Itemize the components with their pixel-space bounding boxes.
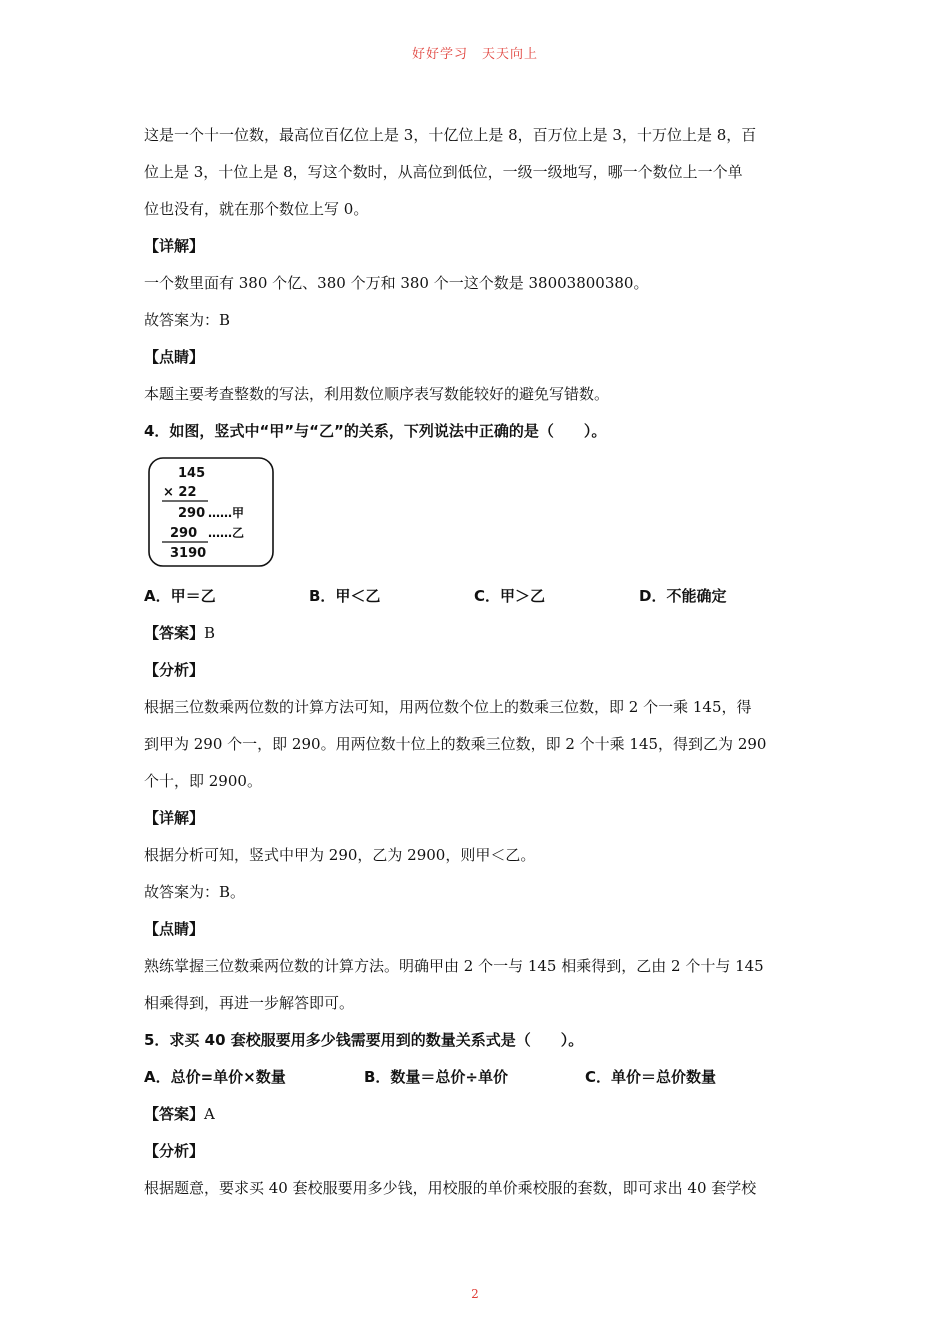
q5-answer-value: A xyxy=(204,1105,215,1123)
q5-options xyxy=(144,1059,808,1096)
vertical-multiplication-svg xyxy=(146,456,276,568)
q3-detail: 一个数里面有 380 个亿、380 个万和 380 个一这个数是 38003800380。 xyxy=(144,274,649,292)
q4-answer-value: B xyxy=(204,624,216,642)
q4-answer-line: 故答案为：B。 xyxy=(144,883,246,901)
q4-analysis-tag: 【分析】 xyxy=(144,661,205,679)
q3-explain-line-1: 这是一个十一位数，最高位百亿位上是 3，十亿位上是 8，百万位上是 3，十万位上是 8，百 xyxy=(144,126,757,144)
q4-point-tag: 【点睛】 xyxy=(144,920,205,938)
q5-analysis-line: 根据题意，要求买 40 套校服要用多少钱，用校服的单价乘校服的套数，即可求出 40 套学校 xyxy=(144,1179,757,1197)
q4-option-a[interactable]: A．甲＝乙 xyxy=(144,587,216,605)
q4-options xyxy=(144,578,808,615)
q5-option-b[interactable]: B．数量＝总价÷单价 xyxy=(364,1068,509,1086)
q4-answer xyxy=(144,615,808,652)
q4-point-line-2: 相乘得到，再进一步解答即可。 xyxy=(144,994,355,1012)
q5-analysis-tag: 【分析】 xyxy=(144,1142,205,1160)
q4-analysis-line-3: 个十，即 2900。 xyxy=(144,772,262,790)
final-product: 3190 xyxy=(170,546,207,561)
q5-answer-tag: 【答案】 xyxy=(144,1105,205,1123)
document-body xyxy=(144,117,808,1207)
q4-question: 4．如图，竖式中“甲”与“乙”的关系，下列说法中正确的是（ ）。 xyxy=(144,422,607,440)
page-header: 好好学习 天天向上 xyxy=(411,47,538,62)
q3-point-tag: 【点睛】 xyxy=(144,348,205,366)
q4-option-c[interactable]: C．甲＞乙 xyxy=(474,587,546,605)
q4-detail-tag: 【详解】 xyxy=(144,809,205,827)
partial-product-2: 290 xyxy=(170,526,198,541)
q5-question: 5．求买 40 套校服要用多少钱需要用到的数量关系式是（ ）。 xyxy=(144,1031,584,1049)
page-number: 2 xyxy=(471,1287,479,1301)
q3-answer-line: 故答案为：B xyxy=(144,311,231,329)
q3-explain-line-2: 位上是 3，十位上是 8，写这个数时，从高位到低位，一级一级地写，哪一个数位上一个单 xyxy=(144,163,743,181)
partial-product-1: 290 xyxy=(178,506,206,521)
q3-point: 本题主要考查整数的写法，利用数位顺序表写数能较好的避免写错数。 xyxy=(144,385,610,403)
q4-analysis-line-2: 到甲为 290 个一，即 290。用两位数十位上的数乘三位数，即 2 个十乘 145，得到乙为 290 xyxy=(144,735,767,753)
q4-point-line-1: 熟练掌握三位数乘两位数的计算方法。明确甲由 2 个一与 145 相乘得到，乙由 2 个十与 145 xyxy=(144,957,764,975)
mark-jia: ……甲 xyxy=(208,506,245,520)
q5-option-a[interactable]: A．总价=单价×数量 xyxy=(144,1068,286,1086)
q5-option-c[interactable]: C．单价＝总价数量 xyxy=(585,1068,717,1086)
q4-detail: 根据分析可知，竖式中甲为 290，乙为 2900，则甲＜乙。 xyxy=(144,846,536,864)
mark-yi: ……乙 xyxy=(208,526,245,540)
q4-answer-tag: 【答案】 xyxy=(144,624,205,642)
vertical-multiplication-figure xyxy=(146,456,276,568)
multiplier: × 22 xyxy=(163,485,197,500)
multiplicand: 145 xyxy=(178,466,206,481)
q4-option-d[interactable]: D．不能确定 xyxy=(639,587,727,605)
q3-detail-tag: 【详解】 xyxy=(144,237,205,255)
q5-answer xyxy=(144,1096,808,1133)
q4-analysis-line-1: 根据三位数乘两位数的计算方法可知，用两位数个位上的数乘三位数，即 2 个一乘 145，得 xyxy=(144,698,752,716)
q4-option-b[interactable]: B．甲＜乙 xyxy=(309,587,381,605)
q3-explain-line-3: 位也没有，就在那个数位上写 0。 xyxy=(144,200,369,218)
